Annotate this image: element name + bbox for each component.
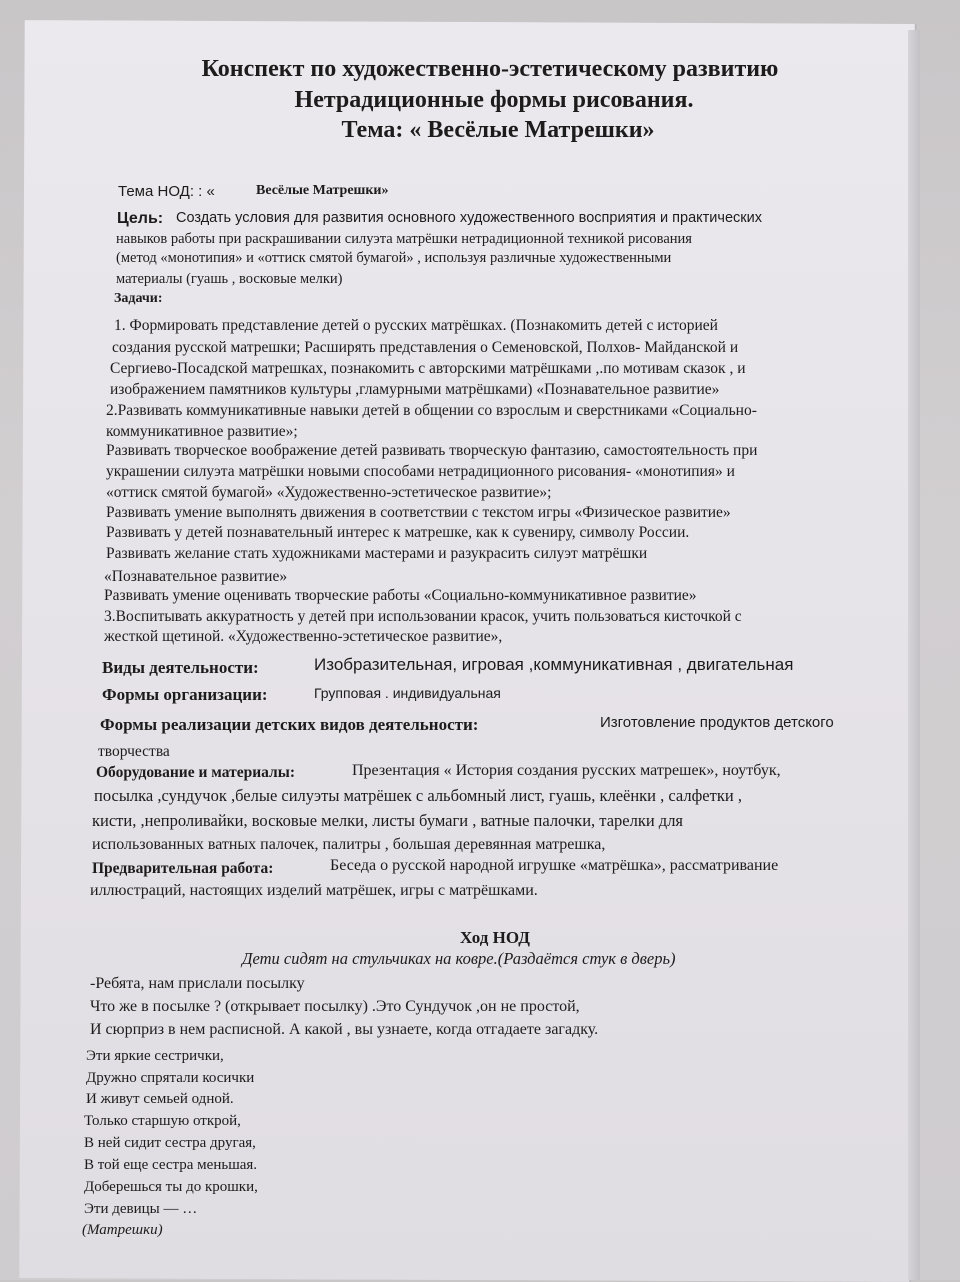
equipment-label: Оборудование и материалы: (96, 764, 295, 781)
course-line-2: Что же в посылке ? (открывает посылку) .Это Сундучок ,он не простой, (90, 998, 580, 1015)
goal-line-4: материалы (гуашь , восковые мелки) (116, 271, 343, 287)
preliminary-line-2: иллюстраций, настоящих изделий матрёшек, игры с матрёшками. (90, 882, 538, 899)
goal-label: Цель: (117, 210, 164, 227)
goal-line-2: навыков работы при раскрашивании силуэта матрёшки нетрадиционной техникой рисования (116, 231, 692, 247)
task-line-2: создания русской матрешки; Расширять представления о Семеновской, Полхов- Майданской и (112, 339, 739, 356)
goal-line-1: Создать условия для развития основного художественного восприятия и практических (176, 210, 762, 226)
realization-value: Изготовление продуктов детского (600, 714, 834, 731)
riddle-line-2: Дружно спрятали косички (86, 1070, 255, 1086)
preliminary-line-1: Беседа о русской народной игрушке «матрёшка», рассматривание (330, 857, 779, 874)
task-line-15: 3.Воспитывать аккуратность у детей при использовании красок, учить пользоваться кисточкой с (104, 608, 742, 625)
activities-value: Изобразительная, игровая ,коммуникативная , двигательная (314, 655, 794, 674)
task-line-8: украшении силуэта матрёшки новыми способами нетрадиционного рисования- «монотипия» и (106, 463, 735, 480)
equipment-line-2: посылка ,сундучок ,белые силуэты матрёшек с альбомный лист, гуашь, клеёнки , салфетки , (94, 786, 742, 805)
topic-label: Тема НОД: : « (118, 183, 215, 200)
title-line-2: Нетрадиционные формы рисования. (294, 87, 694, 113)
task-line-14: Развивать умение оценивать творческие работы «Социально-коммуникативное развитие» (104, 587, 697, 604)
course-line-3: И сюрприз в нем расписной. А какой , вы узнаете, когда отгадаете загадку. (90, 1021, 599, 1038)
task-line-10: Развивать умение выполнять движения в соответствии с текстом игры «Физическое развитие» (106, 504, 731, 521)
task-line-11: Развивать у детей познавательный интерес к матрешке, как к сувениру, символу России. (106, 524, 690, 541)
equipment-line-4: использованных ватных палочек, палитры , большая деревянная матрешка, (92, 836, 606, 853)
riddle-line-8: Эти девицы — … (84, 1201, 198, 1217)
course-line-1: -Ребята, нам прислали посылку (90, 975, 305, 992)
task-line-6: коммуникативное развитие»; (106, 423, 298, 440)
goal-line-3: (метод «монотипия» и «оттиск смятой бумагой» , используя различные художественными (116, 250, 672, 266)
riddle-line-5: В ней сидит сестра другая, (84, 1135, 256, 1151)
course-heading: Ход НОД (460, 928, 530, 947)
task-line-13: «Познавательное развитие» (104, 568, 288, 585)
task-line-5: 2.Развивать коммуникативные навыки детей в общении со взрослым и сверстниками «Социально- (106, 402, 757, 419)
activities-label: Виды деятельности: (102, 658, 259, 677)
topic-value: Весёлые Матрешки» (256, 183, 389, 198)
preliminary-label: Предварительная работа: (92, 860, 274, 877)
riddle-line-7: Доберешься ты до крошки, (84, 1179, 258, 1195)
stage-direction: Дети сидят на стульчиках на ковре.(Раздаётся стук в дверь) (242, 949, 676, 968)
riddle-answer: (Матрешки) (82, 1222, 163, 1238)
task-line-9: «оттиск смятой бумагой» «Художественно-эстетическое развитие»; (106, 484, 552, 501)
task-line-4: изображением памятников культуры ,гламурными матрёшками) «Познавательное развитие» (110, 381, 720, 398)
riddle-line-1: Эти яркие сестрички, (86, 1048, 224, 1064)
tasks-label: Задачи: (114, 291, 163, 306)
title-line-3: Тема: « Весёлые Матрешки» (341, 117, 655, 143)
realization-label: Формы реализации детских видов деятельности: (100, 715, 479, 734)
task-line-12: Развивать желание стать художниками мастерами и разукрасить силуэт матрёшки (106, 545, 648, 562)
task-line-7: Развивать творческое воображение детей развивать творческую фантазию, самостоятельность при (106, 442, 758, 459)
task-line-3: Сергиево-Посадской матрешках, познакомить с авторскими матрёшками ,.по мотивам сказок , и (110, 360, 746, 377)
organization-value: Групповая . индивидуальная (314, 685, 501, 701)
riddle-line-4: Только старшую открой, (84, 1113, 241, 1129)
task-line-16: жесткой щетиной. «Художественно-эстетическое развитие», (104, 628, 503, 645)
riddle-line-3: И живут семьей одной. (86, 1091, 234, 1107)
riddle-line-6: В той еще сестра меньшая. (84, 1157, 258, 1173)
organization-label: Формы организации: (102, 685, 268, 704)
equipment-line-1: Презентация « История создания русских матрешек», ноутбук, (352, 762, 781, 779)
realization-value-cont: творчества (98, 743, 170, 760)
title-line-1: Конспект по художественно-эстетическому развитию (201, 56, 779, 82)
equipment-line-3: кисти, ,непроливайки, восковые мелки, листы бумаги , ватные палочки, тарелки для (92, 811, 684, 830)
task-line-1: 1. Формировать представление детей о русских матрёшках. (Познакомить детей с историей (114, 317, 718, 334)
